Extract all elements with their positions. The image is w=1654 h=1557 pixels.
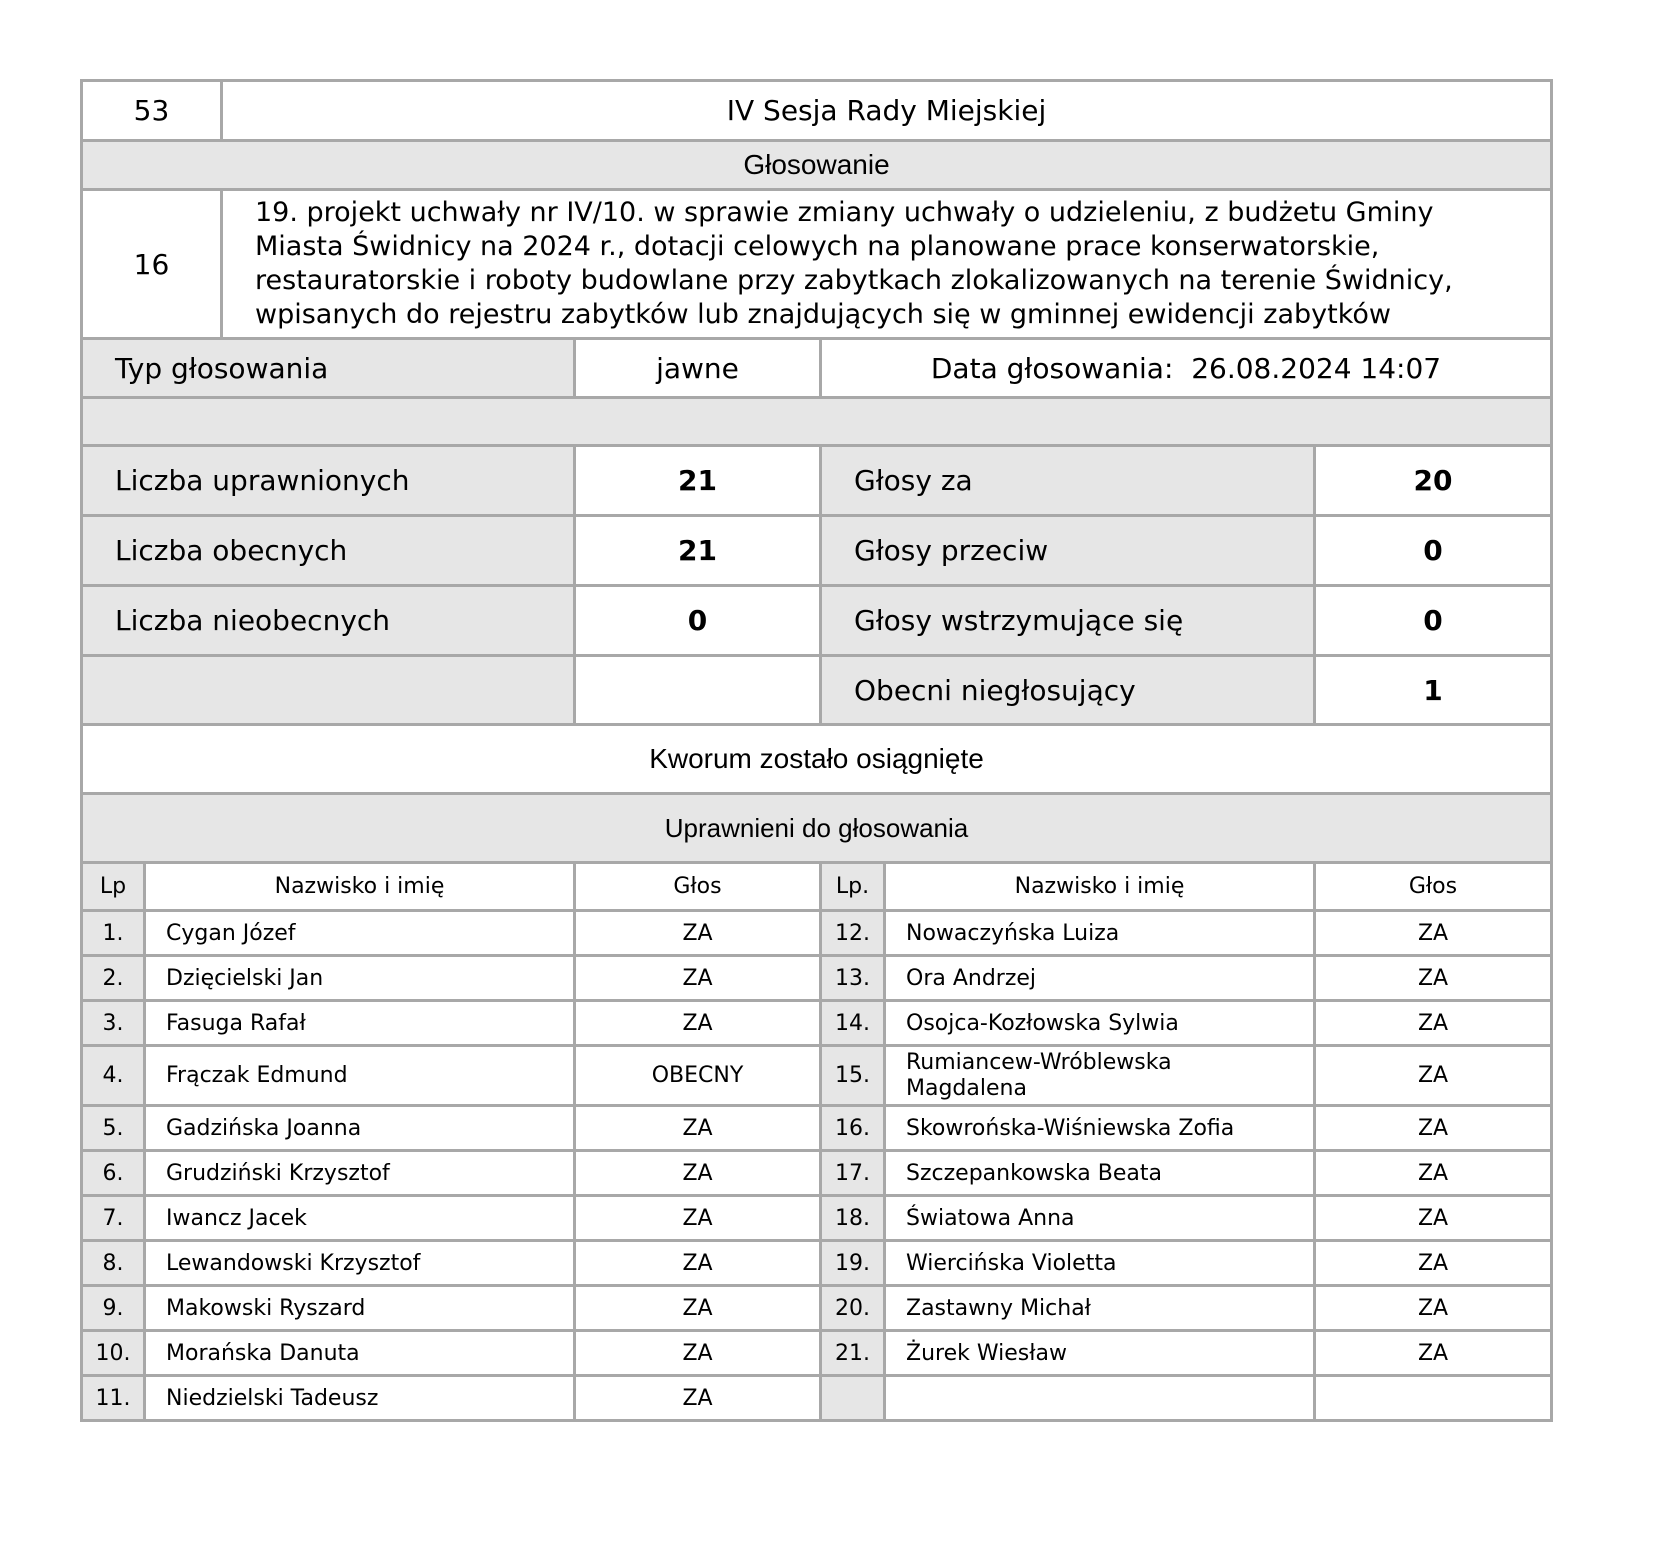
votes-for-value: 20 — [1315, 446, 1552, 516]
col-lp-left: Lp — [82, 863, 145, 911]
col-vote-right: Głos — [1315, 863, 1552, 911]
eligible-label: Liczba uprawnionych — [82, 446, 575, 516]
section-title: Głosowanie — [82, 141, 1552, 190]
voter-name: Frączak Edmund — [145, 1046, 575, 1106]
absent-value: 0 — [575, 586, 821, 656]
voter-vote: ZA — [575, 1196, 821, 1241]
table-row — [82, 1331, 1552, 1376]
voter-lp: 1. — [82, 911, 145, 956]
voter-name: Ora Andrzej — [885, 956, 1315, 1001]
eligible-value: 21 — [575, 446, 821, 516]
voter-vote: ZA — [1315, 1241, 1552, 1286]
voter-vote: ZA — [575, 1331, 821, 1376]
voter-name: Iwancz Jacek — [145, 1196, 575, 1241]
nonvoting-value: 1 — [1315, 656, 1552, 725]
col-vote-left: Głos — [575, 863, 821, 911]
voter-vote: ZA — [575, 1151, 821, 1196]
vote-date-value: 26.08.2024 14:07 — [1191, 351, 1442, 385]
voter-name: Nowaczyńska Luiza — [885, 911, 1315, 956]
voter-name: Rumiancew-Wróblewska Magdalena — [885, 1046, 1315, 1106]
voter-lp: 19. — [821, 1241, 885, 1286]
voter-name: Szczepankowska Beata — [885, 1151, 1315, 1196]
session-title: IV Sesja Rady Miejskiej — [222, 81, 1552, 141]
voter-vote: ZA — [575, 1241, 821, 1286]
voter-lp: 15. — [821, 1046, 885, 1106]
col-lp-right: Lp. — [821, 863, 885, 911]
voter-name: Grudziński Krzysztof — [145, 1151, 575, 1196]
voter-lp: 7. — [82, 1196, 145, 1241]
voter-lp: 2. — [82, 956, 145, 1001]
voter-vote: ZA — [1315, 1001, 1552, 1046]
voter-lp: 5. — [82, 1106, 145, 1151]
voter-lp: 8. — [82, 1241, 145, 1286]
nonvoting-label: Obecni niegłosujący — [821, 656, 1315, 725]
voter-vote: OBECNY — [575, 1046, 821, 1106]
table-row — [82, 1001, 1552, 1046]
voter-name: Dzięcielski Jan — [145, 956, 575, 1001]
voting-report — [80, 79, 1553, 1422]
table-row — [82, 956, 1552, 1001]
col-name-left: Nazwisko i imię — [145, 863, 575, 911]
votes-against-label: Głosy przeciw — [821, 516, 1315, 586]
voter-name: Wiercińska Violetta — [885, 1241, 1315, 1286]
voter-vote: ZA — [1315, 1331, 1552, 1376]
empty-cell — [575, 656, 821, 725]
voter-name: Skowrońska-Wiśniewska Zofia — [885, 1106, 1315, 1151]
voter-name: Osojca-Kozłowska Sylwia — [885, 1001, 1315, 1046]
voter-name — [885, 1376, 1315, 1421]
voter-lp: 13. — [821, 956, 885, 1001]
voter-name: Makowski Ryszard — [145, 1286, 575, 1331]
voter-vote: ZA — [575, 911, 821, 956]
voter-vote: ZA — [1315, 1196, 1552, 1241]
vote-date-label: Data głosowania: — [930, 351, 1174, 385]
voters-title: Uprawnieni do głosowania — [82, 794, 1552, 863]
voter-vote: ZA — [575, 1106, 821, 1151]
abstain-value: 0 — [1315, 586, 1552, 656]
table-row — [82, 1151, 1552, 1196]
voter-lp: 14. — [821, 1001, 885, 1046]
present-value: 21 — [575, 516, 821, 586]
table-row — [82, 1196, 1552, 1241]
session-number: 53 — [82, 81, 222, 141]
voter-lp: 12. — [821, 911, 885, 956]
voters-table — [80, 861, 1553, 1422]
vote-info — [80, 337, 1553, 447]
table-row — [82, 1241, 1552, 1286]
voter-name: Niedzielski Tadeusz — [145, 1376, 575, 1421]
votes-against-value: 0 — [1315, 516, 1552, 586]
spacer-row — [82, 398, 1552, 446]
voter-lp: 4. — [82, 1046, 145, 1106]
voter-lp: 20. — [821, 1286, 885, 1331]
voter-vote: ZA — [575, 1286, 821, 1331]
vote-type-value: jawne — [575, 339, 821, 398]
empty-cell — [82, 656, 575, 725]
present-label: Liczba obecnych — [82, 516, 575, 586]
vote-stats — [80, 444, 1553, 864]
voter-vote: ZA — [575, 956, 821, 1001]
vote-date — [821, 339, 1552, 398]
voter-lp: 3. — [82, 1001, 145, 1046]
voter-lp: 16. — [821, 1106, 885, 1151]
vote-number: 16 — [82, 190, 222, 339]
quorum-status: Kworum zostało osiągnięte — [82, 725, 1552, 794]
voter-lp: 18. — [821, 1196, 885, 1241]
voter-lp: 10. — [82, 1331, 145, 1376]
absent-label: Liczba nieobecnych — [82, 586, 575, 656]
voter-vote: ZA — [1315, 1106, 1552, 1151]
voter-vote: ZA — [1315, 1046, 1552, 1106]
voter-name: Zastawny Michał — [885, 1286, 1315, 1331]
voter-name: Lewandowski Krzysztof — [145, 1241, 575, 1286]
voter-name: Żurek Wiesław — [885, 1331, 1315, 1376]
voter-vote: ZA — [1315, 1151, 1552, 1196]
voter-vote: ZA — [1315, 1286, 1552, 1331]
voter-lp: 17. — [821, 1151, 885, 1196]
voter-vote — [1315, 1376, 1552, 1421]
voter-name: Gadzińska Joanna — [145, 1106, 575, 1151]
voter-name: Fasuga Rafał — [145, 1001, 575, 1046]
voter-lp: 11. — [82, 1376, 145, 1421]
voter-name: Cygan Józef — [145, 911, 575, 956]
voter-lp: 6. — [82, 1151, 145, 1196]
table-row — [82, 1376, 1552, 1421]
voter-vote: ZA — [1315, 956, 1552, 1001]
voter-lp: 21. — [821, 1331, 885, 1376]
voter-name: Światowa Anna — [885, 1196, 1315, 1241]
voter-name: Morańska Danuta — [145, 1331, 575, 1376]
votes-for-label: Głosy za — [821, 446, 1315, 516]
voter-lp — [821, 1376, 885, 1421]
voter-vote: ZA — [575, 1001, 821, 1046]
voter-vote: ZA — [1315, 911, 1552, 956]
abstain-label: Głosy wstrzymujące się — [821, 586, 1315, 656]
table-row — [82, 1046, 1552, 1106]
table-row — [82, 911, 1552, 956]
voter-vote: ZA — [575, 1376, 821, 1421]
table-row — [82, 1286, 1552, 1331]
voter-lp: 9. — [82, 1286, 145, 1331]
session-header — [80, 79, 1553, 340]
resolution-subject: 19. projekt uchwały nr IV/10. w sprawie zmiany uchwały o udzieleniu, z budżetu Gminy Miasta Świdnicy na 2024 r., dotacji celowych na planowane prace konserwatorskie, restauratorskie i roboty budowlane przy zabytkach zlokalizowanych na terenie Świdnicy, wpisanych do rejestru zabytków lub znajdujących się w gminnej ewidencji zabytków — [222, 190, 1552, 339]
col-name-right: Nazwisko i imię — [885, 863, 1315, 911]
vote-type-label: Typ głosowania — [82, 339, 575, 398]
table-row — [82, 1106, 1552, 1151]
